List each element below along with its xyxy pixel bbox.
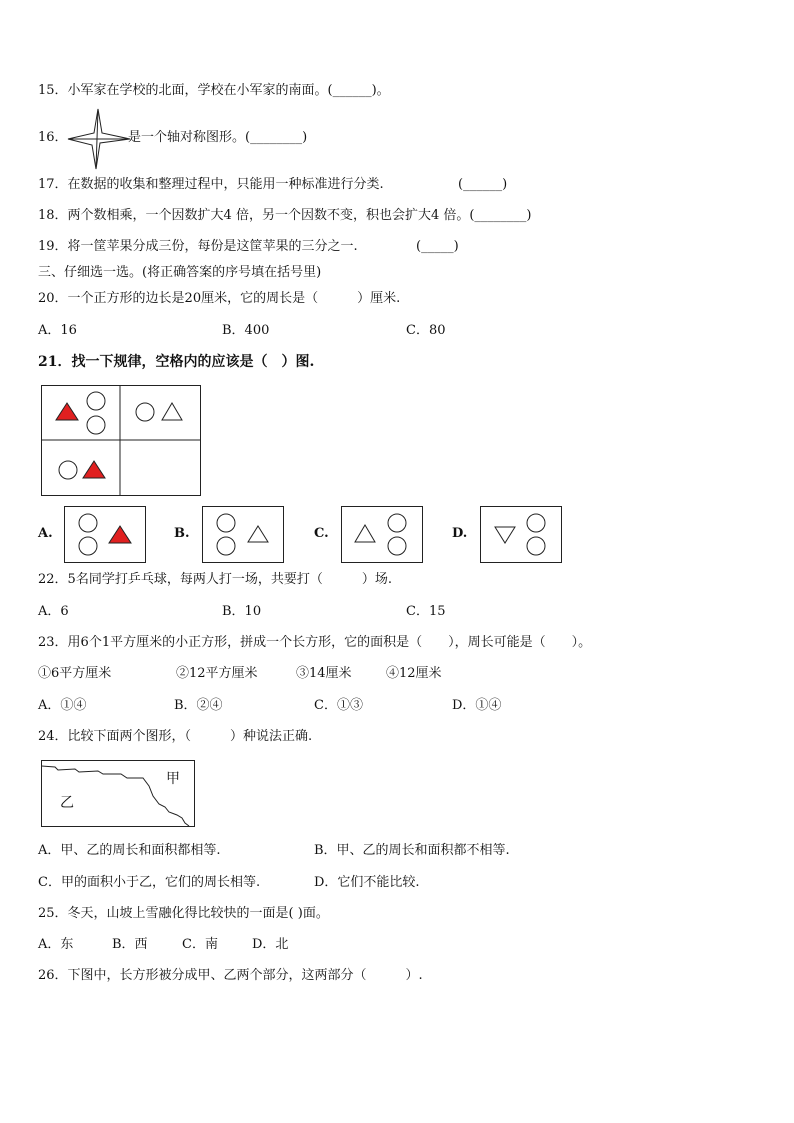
pinwheel-figure <box>66 107 130 171</box>
q21-option-c-label[interactable]: C. <box>314 526 329 541</box>
q21-option-d-shapes <box>480 506 560 561</box>
question-18: 18．两个数相乘，一个因数扩大4 倍，另一个因数不变，积也会扩大4 倍。(________) <box>38 208 532 223</box>
question-20: 20．一个正方形的边长是20厘米，它的周长是（ ）厘米. <box>38 291 401 306</box>
q25-option-a[interactable]: A．东 <box>38 937 74 952</box>
region-yi-label: 乙 <box>60 795 74 811</box>
q23-item-1: ①6平方厘米 <box>38 666 112 681</box>
question-23: 23．用6个1平方厘米的小正方形，拼成一个长方形，它的面积是（ ），周长可能是（ ）。 <box>38 635 592 650</box>
question-15: 15．小军家在学校的北面，学校在小军家的南面。(______)。 <box>38 83 390 98</box>
q23-option-c[interactable]: C．①③ <box>314 698 363 713</box>
q23-option-d[interactable]: D．①④ <box>452 698 502 713</box>
q24-option-a[interactable]: A．甲、乙的周长和面积都相等. <box>38 843 221 858</box>
q22-option-c[interactable]: C．15 <box>406 604 446 619</box>
q21-option-b-label[interactable]: B. <box>174 526 190 541</box>
q23-option-a[interactable]: A．①④ <box>38 698 87 713</box>
question-17-blank[interactable]: (______) <box>458 177 508 192</box>
q23-item-3: ③14厘米 <box>296 666 352 681</box>
grid-cell-1 <box>41 385 119 439</box>
q22-option-b[interactable]: B．10 <box>222 604 262 619</box>
q23-option-b[interactable]: B．②④ <box>174 698 223 713</box>
q20-option-b[interactable]: B．400 <box>222 323 270 338</box>
section-3-heading: 三、仔细选一选。(将正确答案的序号填在括号里) <box>38 265 322 280</box>
question-26: 26．下图中，长方形被分成甲、乙两个部分，这两部分（ ）. <box>38 968 423 983</box>
question-22: 22．5名同学打乒乓球，每两人打一场，共要打（ ）场. <box>38 572 392 587</box>
region-jia-label: 甲 <box>166 771 180 787</box>
q23-item-2: ②12平方厘米 <box>176 666 258 681</box>
q25-option-c[interactable]: C．南 <box>182 937 218 952</box>
q22-option-a[interactable]: A．6 <box>38 604 69 619</box>
q23-item-4: ④12厘米 <box>386 666 442 681</box>
grid-cell-2 <box>120 385 198 439</box>
question-21: 21．找一下规律，空格内的应该是（ ）图. <box>38 354 315 370</box>
q21-option-a-label[interactable]: A. <box>38 526 53 541</box>
question-25: 25．冬天，山坡上雪融化得比较快的一面是( )面。 <box>38 906 329 921</box>
question-17: 17．在数据的收集和整理过程中，只能用一种标准进行分类. <box>38 177 384 192</box>
question-16-number: 16． <box>38 130 68 145</box>
question-24: 24．比较下面两个图形，（ ）种说法正确. <box>38 729 313 744</box>
q25-option-b[interactable]: B．西 <box>112 937 148 952</box>
grid-cell-3 <box>41 441 119 495</box>
q24-option-c[interactable]: C．甲的面积小于乙，它们的周长相等. <box>38 875 261 890</box>
q20-option-a[interactable]: A．16 <box>38 323 77 338</box>
question-16-text: 是一个轴对称图形。(________) <box>128 130 308 145</box>
q21-option-a-shapes <box>64 506 144 561</box>
q25-option-d[interactable]: D．北 <box>252 937 289 952</box>
q24-option-b[interactable]: B．甲、乙的周长和面积都不相等. <box>314 843 510 858</box>
q20-option-c[interactable]: C．80 <box>406 323 446 338</box>
q21-option-d-label[interactable]: D. <box>452 526 468 541</box>
question-19: 19．将一筐苹果分成三份，每份是这筐苹果的三分之一. <box>38 239 358 254</box>
q21-option-b-shapes <box>202 506 282 561</box>
q24-option-d[interactable]: D．它们不能比较. <box>314 875 420 890</box>
q21-option-c-shapes <box>341 506 421 561</box>
question-19-blank[interactable]: (_____) <box>416 239 459 254</box>
